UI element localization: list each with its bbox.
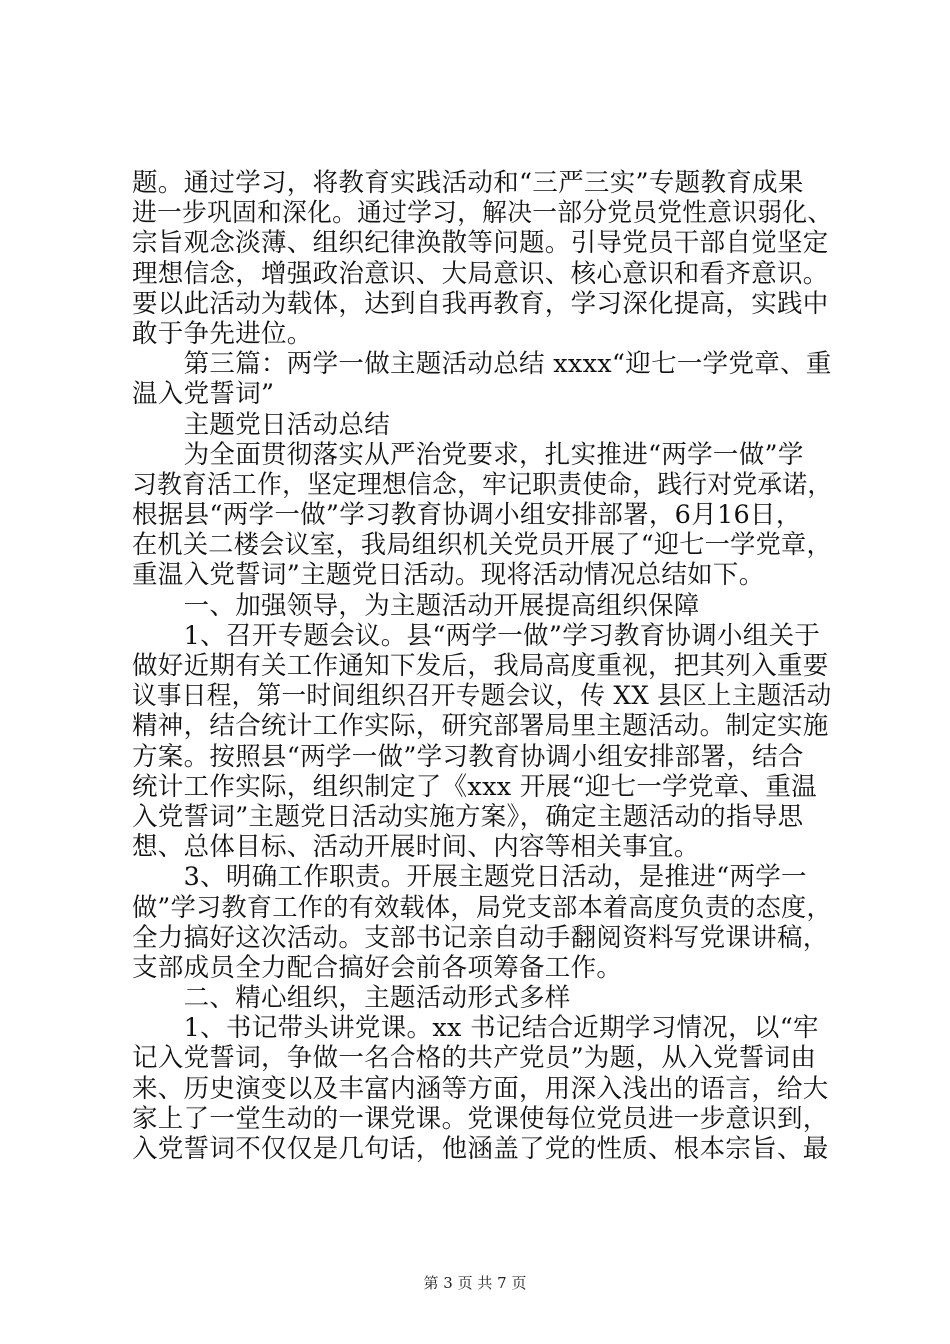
text-line: 主题党日活动总结 — [132, 409, 391, 440]
text-line: 题。通过学习，将教育实践活动和“三严三实”专题教育成果 — [132, 168, 804, 198]
text-line: 做好近期有关工作通知下发后，我局高度重视，把其列入重要 — [132, 651, 829, 681]
text-line: 家上了一堂生动的一课党课。党课使每位党员进一步意识到， — [132, 1103, 829, 1134]
text-line: 统计工作实际，组织制定了《xxx 开展“迎七一学党章、重温 — [132, 771, 817, 802]
text-line: 在机关二楼会议室，我局组织机关党员开展了“迎七一学党章， — [132, 530, 832, 561]
text-line: 入党誓词不仅仅是几句话，他涵盖了党的性质、根本宗旨、最 — [132, 1134, 829, 1164]
text-line: 来、历史演变以及丰富内涵等方面，用深入浅出的语言，给大 — [132, 1073, 829, 1104]
text-line: 想、总体目标、活动开展时间、内容等相关事宜。 — [132, 832, 700, 863]
text-line: 敢于争先进位。 — [132, 318, 313, 349]
text-line: 温入党誓词” — [132, 379, 275, 410]
text-line: 二、精心组织，主题活动形式多样 — [132, 983, 571, 1014]
text-line: 1、书记带头讲党课。xx 书记结合近期学习情况，以“牢 — [132, 1013, 819, 1044]
text-line: 1、召开专题会议。县“两学一做”学习教育协调小组关于 — [132, 620, 821, 651]
text-line: 全力搞好这次活动。支部书记亲自动手翻阅资料写党课讲稿， — [132, 922, 829, 953]
text-line: 记入党誓词，争做一名合格的共产党员”为题，从入党誓词由 — [132, 1043, 817, 1074]
text-line: 重温入党誓词”主题党日活动。现将活动情况总结如下。 — [132, 560, 765, 591]
text-line: 第三篇：两学一做主题活动总结 xxxx“迎七一学党章、重 — [132, 349, 832, 380]
text-line: 3、明确工作职责。开展主题党日活动，是推进“两学一 — [132, 862, 807, 893]
text-line: 理想信念，增强政治意识、大局意识、核心意识和看齐意识。 — [132, 258, 829, 289]
text-line: 支部成员全力配合搞好会前各项筹备工作。 — [132, 952, 623, 983]
text-line: 进一步巩固和深化。通过学习，解决一部分党员党性意识弱化、 — [132, 198, 833, 229]
page-footer: 第 3 页 共 7 页 — [423, 1274, 527, 1292]
text-line: 根据县“两学一做”学习教育协调小组安排部署，6月16日， — [132, 500, 802, 531]
text-line: 议事日程，第一时间组织召开专题会议，传 XX 县区上主题活动 — [132, 681, 832, 712]
text-line: 为全面贯彻落实从严治党要求，扎实推进“两学一做”学 — [132, 439, 804, 470]
text-line: 精神，结合统计工作实际，研究部署局里主题活动。制定实施 — [132, 711, 829, 742]
text-line: 宗旨观念淡薄、组织纪律涣散等问题。引导党员干部自觉坚定 — [132, 228, 829, 259]
text-line: 方案。按照县“两学一做”学习教育协调小组安排部署，结合 — [132, 741, 804, 772]
document-body — [132, 168, 832, 1164]
text-line: 做”学习教育工作的有效载体，局党支部本着高度负责的态度， — [132, 892, 832, 923]
text-line: 入党誓词”主题党日活动实施方案》，确定主题活动的指导思 — [132, 801, 804, 832]
text-line: 习教育活工作，坚定理想信念，牢记职责使命，践行对党承诺， — [132, 469, 833, 500]
text-line: 要以此活动为载体，达到自我再教育，学习深化提高，实践中 — [132, 288, 829, 319]
text-line: 一、加强领导，为主题活动开展提高组织保障 — [132, 590, 700, 621]
